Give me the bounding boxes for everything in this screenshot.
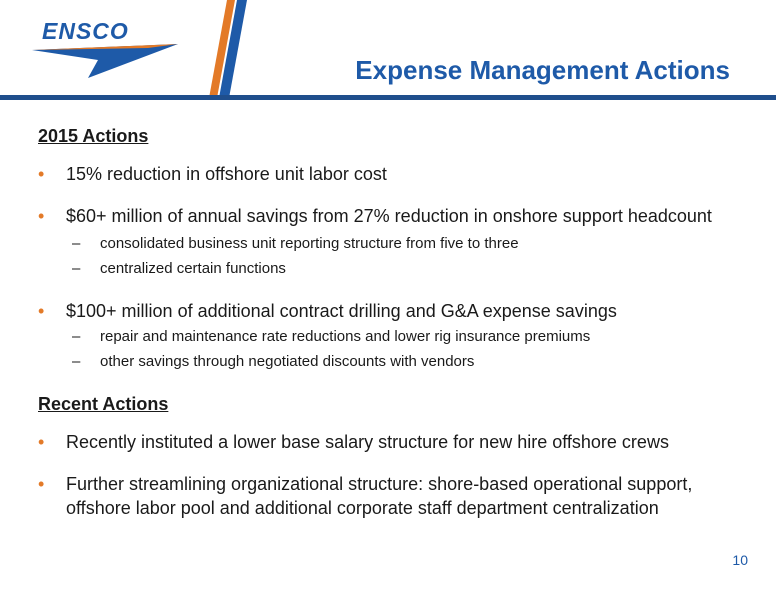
sub-bullet-text: centralized certain functions <box>100 260 286 277</box>
header-divider <box>0 95 776 100</box>
bullet-icon: • <box>38 164 45 184</box>
sub-bullet-item <box>38 259 748 279</box>
bullet-icon: • <box>38 301 45 321</box>
page-number: 10 <box>732 552 748 568</box>
sub-bullet-item <box>38 234 748 254</box>
dash-icon: – <box>72 328 81 345</box>
sub-bullet-text: other savings through negotiated discounts with vendors <box>100 353 475 370</box>
bullet-item <box>38 472 748 520</box>
bullet-text: Recently instituted a lower base salary structure for new hire offshore crews <box>66 432 669 452</box>
bullet-text: Further streamlining organizational structure: shore-based operational support, offshore labor pool and additional corporate staff department centralization <box>66 474 693 518</box>
bullet-icon: • <box>38 206 45 226</box>
sub-bullet-item <box>38 352 748 372</box>
sub-bullet-item <box>38 327 748 347</box>
bullet-item <box>38 162 748 186</box>
bullet-icon: • <box>38 432 45 452</box>
bullet-text: $60+ million of annual savings from 27% reduction in onshore support headcount <box>66 206 712 226</box>
dash-icon: – <box>72 353 81 370</box>
sub-bullet-text: consolidated business unit reporting structure from five to three <box>100 235 519 252</box>
bullet-item <box>38 299 748 323</box>
sub-bullet-text: repair and maintenance rate reductions and lower rig insurance premiums <box>100 328 591 345</box>
bullet-text: 15% reduction in offshore unit labor cost <box>66 164 387 184</box>
slide-content <box>38 124 748 520</box>
logo-text: ENSCO <box>42 18 129 44</box>
bullet-icon: • <box>38 474 45 494</box>
section-heading-2015: 2015 Actions <box>38 126 149 146</box>
bullet-item <box>38 204 748 228</box>
ensco-logo <box>28 14 188 80</box>
bullet-item <box>38 430 748 454</box>
section-heading-recent: Recent Actions <box>38 394 169 414</box>
decorative-stripes <box>205 0 255 98</box>
page-title: Expense Management Actions <box>355 55 730 85</box>
dash-icon: – <box>72 235 81 252</box>
dash-icon: – <box>72 260 81 277</box>
bullet-text: $100+ million of additional contract drilling and G&A expense savings <box>66 301 617 321</box>
